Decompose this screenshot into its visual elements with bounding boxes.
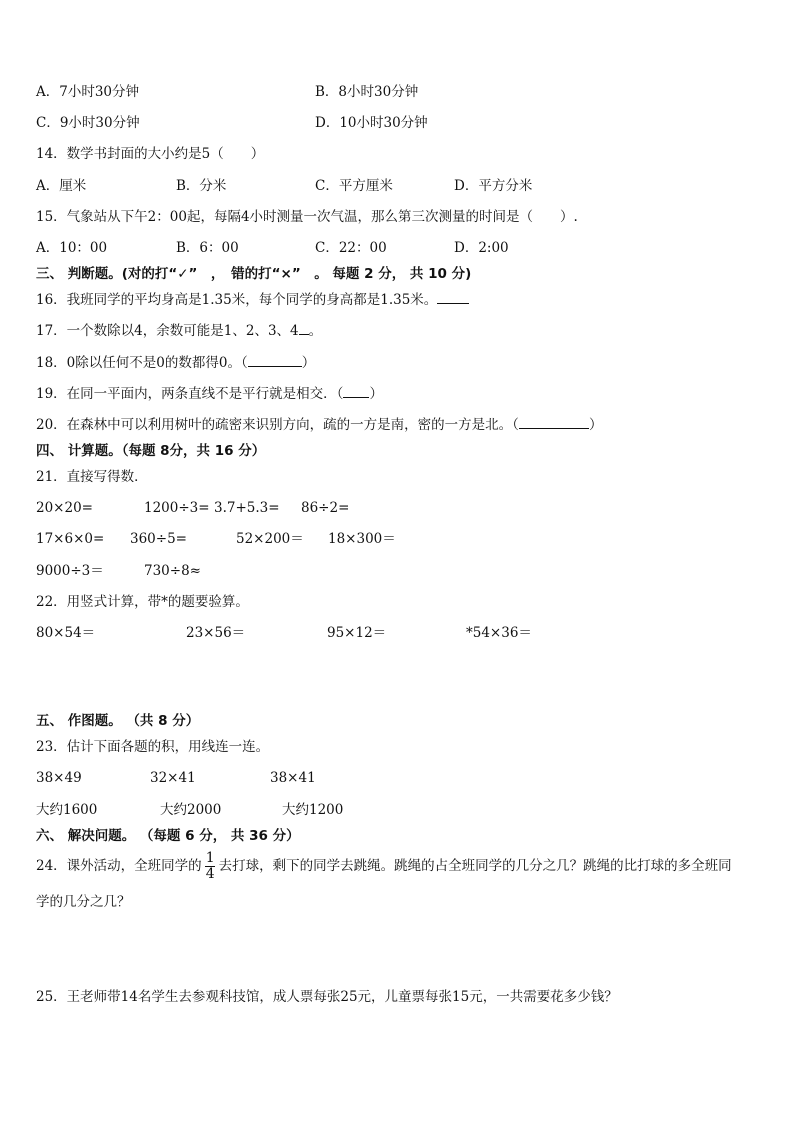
calc-item: 3.7+5.3=	[214, 500, 280, 516]
section-6-title: 六、 解决问题。 （每题 6 分， 共 36 分）	[36, 828, 300, 844]
section-5-title: 五、 作图题。 （共 8 分）	[36, 713, 200, 729]
q16	[36, 291, 469, 309]
calc-item: 86÷2=	[301, 500, 350, 516]
q23-stem: 23．估计下面各题的积，用线连一连。	[36, 739, 270, 755]
q19	[36, 385, 383, 403]
q13-option-d: D．10小时30分钟	[315, 115, 428, 131]
calc-item: 52×200＝	[236, 531, 304, 547]
q17	[36, 322, 322, 340]
q15-option-d: D．2:00	[454, 240, 509, 256]
estimate-expression[interactable]: 38×41	[270, 770, 316, 786]
vertical-calc-item: *54×36＝	[466, 625, 532, 641]
estimate-expression[interactable]: 32×41	[150, 770, 196, 786]
answer-blank[interactable]	[299, 322, 309, 335]
q22-stem: 22．用竖式计算，带*的题要验算。	[36, 594, 249, 610]
calc-item: 9000÷3＝	[36, 563, 104, 579]
calc-item: 18×300＝	[328, 531, 396, 547]
q18	[36, 354, 315, 372]
fraction-numerator: 1	[205, 850, 215, 866]
fraction-denominator: 4	[205, 866, 215, 882]
q20	[36, 416, 602, 434]
calc-item: 730÷8≈	[144, 563, 201, 579]
answer-blank[interactable]	[248, 354, 302, 367]
answer-blank[interactable]	[437, 291, 469, 304]
calc-item: 360÷5=	[130, 531, 187, 547]
estimate-result[interactable]: 大约1200	[282, 802, 344, 818]
answer-blank[interactable]	[519, 416, 589, 429]
q14-option-d: D．平方分米	[454, 178, 533, 194]
q25: 25．王老师带14名学生去参观科技馆，成人票每张25元，儿童票每张15元，一共需要花多少钱？	[36, 989, 618, 1005]
vertical-calc-item: 95×12＝	[327, 625, 387, 641]
q19-text: 19．在同一平面内，两条直线不是平行就是相交．（	[36, 386, 344, 402]
q24-text-pre: 24．课外活动，全班同学的	[36, 858, 202, 874]
q18-end: ）	[301, 355, 316, 371]
q24	[36, 848, 732, 884]
q14-option-b: B．分米	[176, 178, 227, 194]
vertical-calc-item: 23×56＝	[186, 625, 246, 641]
calc-item: 20×20=	[36, 500, 93, 516]
q21-stem: 21．直接写得数．	[36, 469, 148, 485]
q24-text-post: 去打球，剩下的同学去跳绳。跳绳的占全班同学的几分之几？跳绳的比打球的多全班同	[218, 858, 732, 874]
section-3-title: 三、 判断题。(对的打“✓” ， 错的打“×” 。 每题 2 分， 共 10 分)	[36, 266, 472, 282]
estimate-result[interactable]: 大约1600	[36, 802, 98, 818]
q14-option-c: C．平方厘米	[315, 178, 393, 194]
q20-text: 20．在森林中可以利用树叶的疏密来识别方向，疏的一方是南，密的一方是北。（	[36, 417, 519, 433]
q16-text: 16．我班同学的平均身高是1.35米，每个同学的身高都是1.35米。	[36, 292, 438, 308]
q19-end: ）	[369, 386, 383, 402]
estimate-expression[interactable]: 38×49	[36, 770, 82, 786]
q14-stem: 14．数学书封面的大小约是5（ ）	[36, 146, 265, 162]
q15-stem: 15．气象站从下午2：00起，每隔4小时测量一次气温，那么第三次测量的时间是（ ）.	[36, 209, 578, 225]
q13-option-a: A．7小时30分钟	[36, 84, 140, 100]
q15-option-a: A．10：00	[36, 240, 108, 256]
calc-item: 17×6×0=	[36, 531, 105, 547]
q18-text: 18．0除以任何不是0的数都得0。（	[36, 355, 248, 371]
q14-option-a: A．厘米	[36, 178, 87, 194]
estimate-result[interactable]: 大约2000	[160, 802, 222, 818]
q15-option-c: C．22：00	[315, 240, 387, 256]
answer-blank[interactable]	[343, 385, 369, 398]
q13-option-c: C．9小时30分钟	[36, 115, 140, 131]
q15-option-b: B．6：00	[176, 240, 239, 256]
q20-end: ）	[588, 417, 603, 433]
q24-line2: 学的几分之几？	[36, 894, 131, 910]
q17-end: 。	[308, 323, 323, 339]
calc-item: 1200÷3=	[144, 500, 210, 516]
q17-text: 17．一个数除以4，余数可能是1、2、3、4	[36, 323, 299, 339]
section-4-title: 四、 计算题。（每题 8分，共 16 分）	[36, 443, 266, 459]
q13-option-b: B．8小时30分钟	[315, 84, 419, 100]
fraction	[204, 851, 217, 882]
vertical-calc-item: 80×54＝	[36, 625, 96, 641]
